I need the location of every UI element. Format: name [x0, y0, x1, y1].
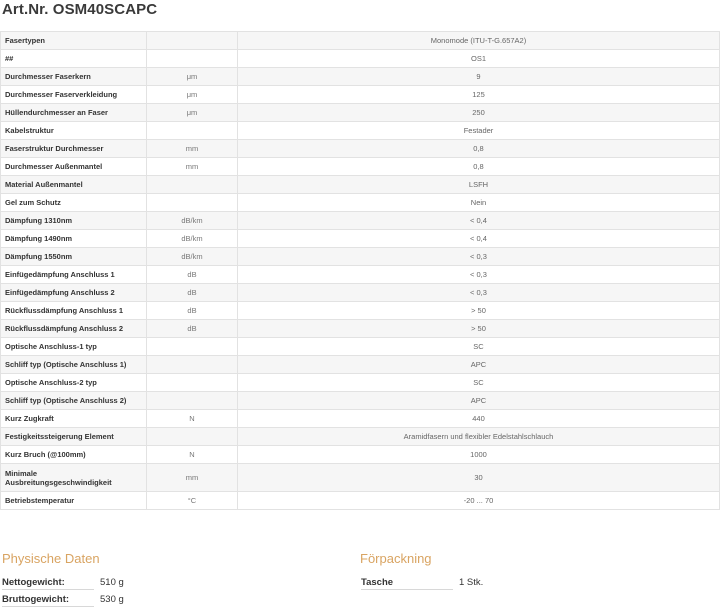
spec-name: Festigkeitssteigerung Element: [1, 428, 147, 446]
spec-name: Kurz Zugkraft: [1, 410, 147, 428]
spec-row: [1, 86, 720, 104]
spec-row: [1, 428, 720, 446]
spec-value: APC: [238, 356, 720, 374]
spec-row: [1, 50, 720, 68]
spec-value: 440: [238, 410, 720, 428]
spec-unit: °C: [147, 492, 238, 510]
spec-name: Kurz Bruch (@100mm): [1, 446, 147, 464]
spec-row: [1, 392, 720, 410]
spec-name: Schliff typ (Optische Anschluss 1): [1, 356, 147, 374]
spec-value: < 0,3: [238, 266, 720, 284]
spec-row: [1, 492, 720, 510]
spec-unit: [147, 32, 238, 50]
spec-unit: dB: [147, 266, 238, 284]
spec-value: LSFH: [238, 176, 720, 194]
packaging-label: Tasche: [361, 577, 453, 590]
net-weight-label: Nettogewicht:: [2, 577, 94, 590]
spec-value: < 0,3: [238, 248, 720, 266]
spec-value: Aramidfasern und flexibler Edelstahlschlauch: [238, 428, 720, 446]
spec-name: Rückflussdämpfung Anschluss 1: [1, 302, 147, 320]
spec-value: > 50: [238, 320, 720, 338]
spec-unit: mm: [147, 140, 238, 158]
spec-row: [1, 104, 720, 122]
spec-name: Minimale Ausbreitungsgeschwindigkeit: [1, 464, 147, 492]
spec-name: Material Außenmantel: [1, 176, 147, 194]
spec-name: Schliff typ (Optische Anschluss 2): [1, 392, 147, 410]
spec-value: 9: [238, 68, 720, 86]
packaging-heading: Förpackning: [360, 551, 432, 566]
spec-unit: mm: [147, 158, 238, 176]
spec-row: [1, 230, 720, 248]
spec-name: Dämpfung 1550nm: [1, 248, 147, 266]
spec-unit: dB: [147, 284, 238, 302]
spec-value: -20 ... 70: [238, 492, 720, 510]
spec-unit: μm: [147, 68, 238, 86]
spec-name: Betriebstemperatur: [1, 492, 147, 510]
product-title: Art.Nr. OSM40SCAPC: [2, 1, 158, 18]
spec-unit: [147, 194, 238, 212]
spec-name: Einfügedämpfung Anschluss 2: [1, 284, 147, 302]
gross-weight-label: Bruttogewicht:: [2, 594, 94, 607]
spec-value: 0,8: [238, 158, 720, 176]
spec-row: [1, 338, 720, 356]
spec-row: [1, 68, 720, 86]
spec-name: Fasertypen: [1, 32, 147, 50]
spec-row: [1, 176, 720, 194]
spec-value: 30: [238, 464, 720, 492]
spec-row: [1, 122, 720, 140]
spec-unit: N: [147, 410, 238, 428]
spec-row: [1, 446, 720, 464]
spec-unit: mm: [147, 464, 238, 492]
spec-name: Durchmesser Faserkern: [1, 68, 147, 86]
packaging-value: 1 Stk.: [459, 577, 484, 588]
spec-name: Hüllendurchmesser an Faser: [1, 104, 147, 122]
spec-unit: [147, 428, 238, 446]
spec-unit: dB: [147, 302, 238, 320]
spec-name: ##: [1, 50, 147, 68]
spec-unit: dB: [147, 320, 238, 338]
spec-unit: [147, 122, 238, 140]
spec-unit: dB/km: [147, 230, 238, 248]
spec-row: [1, 356, 720, 374]
spec-value: SC: [238, 374, 720, 392]
spec-value: APC: [238, 392, 720, 410]
spec-value: < 0,4: [238, 230, 720, 248]
spec-value: 250: [238, 104, 720, 122]
spec-name: Kabelstruktur: [1, 122, 147, 140]
spec-name: Optische Anschluss-1 typ: [1, 338, 147, 356]
spec-name: Durchmesser Faserverkleidung: [1, 86, 147, 104]
spec-unit: dB/km: [147, 212, 238, 230]
spec-name: Einfügedämpfung Anschluss 1: [1, 266, 147, 284]
spec-unit: μm: [147, 86, 238, 104]
spec-value: 0,8: [238, 140, 720, 158]
spec-name: Rückflussdämpfung Anschluss 2: [1, 320, 147, 338]
gross-weight-value: 530 g: [100, 594, 124, 605]
spec-unit: N: [147, 446, 238, 464]
spec-row: [1, 464, 720, 492]
spec-row: [1, 140, 720, 158]
spec-value: Nein: [238, 194, 720, 212]
spec-name: Dämpfung 1490nm: [1, 230, 147, 248]
physical-data-heading: Physische Daten: [2, 551, 100, 566]
spec-name: Gel zum Schutz: [1, 194, 147, 212]
spec-row: [1, 410, 720, 428]
spec-row: [1, 194, 720, 212]
spec-row: [1, 320, 720, 338]
spec-value: > 50: [238, 302, 720, 320]
spec-value: Festader: [238, 122, 720, 140]
spec-unit: [147, 50, 238, 68]
net-weight-row: [2, 577, 124, 590]
spec-unit: [147, 374, 238, 392]
spec-value: 1000: [238, 446, 720, 464]
gross-weight-row: [2, 594, 124, 607]
spec-unit: μm: [147, 104, 238, 122]
spec-unit: [147, 392, 238, 410]
spec-name: Faserstruktur Durchmesser: [1, 140, 147, 158]
spec-row: [1, 266, 720, 284]
spec-row: [1, 212, 720, 230]
spec-value: OS1: [238, 50, 720, 68]
spec-value: Monomode (ITU-T-G.657A2): [238, 32, 720, 50]
spec-name: Durchmesser Außenmantel: [1, 158, 147, 176]
spec-unit: dB/km: [147, 248, 238, 266]
spec-row: [1, 374, 720, 392]
spec-value: < 0,4: [238, 212, 720, 230]
spec-row: [1, 248, 720, 266]
packaging-row: [361, 577, 484, 590]
spec-row: [1, 302, 720, 320]
spec-unit: [147, 176, 238, 194]
net-weight-value: 510 g: [100, 577, 124, 588]
spec-name: Dämpfung 1310nm: [1, 212, 147, 230]
spec-table: [0, 31, 720, 510]
spec-value: 125: [238, 86, 720, 104]
spec-unit: [147, 338, 238, 356]
spec-unit: [147, 356, 238, 374]
spec-value: < 0,3: [238, 284, 720, 302]
spec-row: [1, 158, 720, 176]
spec-row: [1, 284, 720, 302]
spec-value: SC: [238, 338, 720, 356]
spec-name: Optische Anschluss-2 typ: [1, 374, 147, 392]
spec-row: [1, 32, 720, 50]
